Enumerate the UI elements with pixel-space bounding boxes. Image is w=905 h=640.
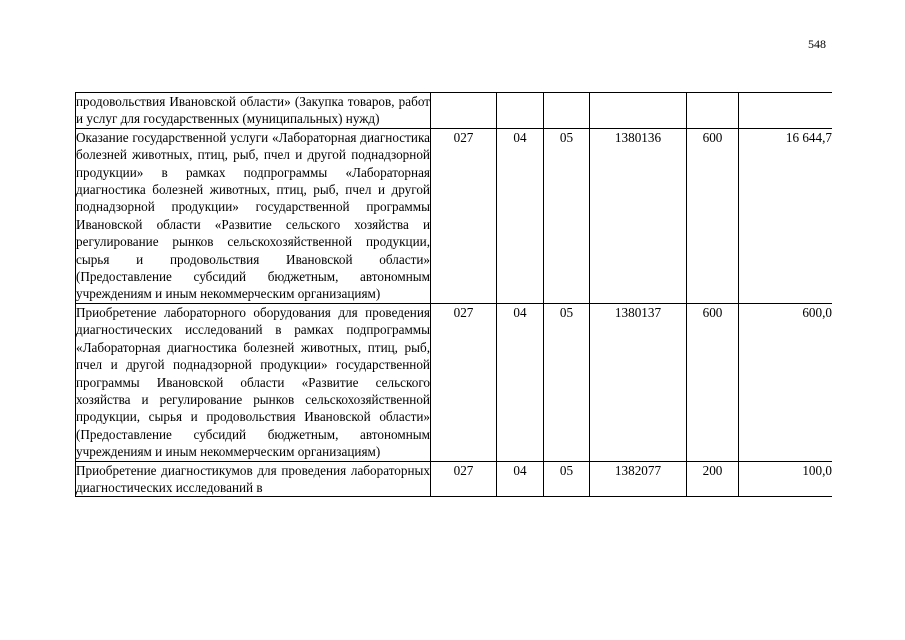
- row-target-article: 1380137: [590, 303, 687, 461]
- row-section-code: [497, 93, 544, 129]
- row-target-article: 1380136: [590, 128, 687, 303]
- row-subsection-code: [544, 93, 590, 129]
- table-row: [76, 461, 833, 497]
- row-expense-type: 600: [687, 303, 739, 461]
- page-number: 548: [808, 37, 826, 51]
- table-row: [76, 93, 833, 129]
- row-description: Приобретение лабораторного оборудования для проведения диагностических исследований в рамках подпрограммы «Лабораторная диагностика болезней животных, птиц, рыб, пчел и другой поднадзорной продукции» государственной программы Ивановской области «Развитие сельского хозяйства и регулирование рынков сельскохозяйственной продукции, сырья и продовольствия Ивановской области» (Предоставление субсидий бюджетным, автономным учреждениям и иным некоммерческим организациям): [76, 304, 430, 460]
- row-target-article: [590, 93, 687, 129]
- row-section-code: 04: [497, 303, 544, 461]
- row-subsection-code: 05: [544, 461, 590, 497]
- row-amount: 600,0: [739, 303, 833, 461]
- row-amount: 100,0: [739, 461, 833, 497]
- row-description: Приобретение диагностикумов для проведения лабораторных диагностических исследований в: [76, 462, 430, 495]
- budget-table-frame: [75, 92, 832, 581]
- row-subsection-code: 05: [544, 303, 590, 461]
- row-description: Оказание государственной услуги «Лабораторная диагностика болезней животных, птиц, рыб, пчел и другой поднадзорной продукции» в рамках подпрограммы «Лабораторная диагностика болезней животных, птиц, рыб, пчел и другой поднадзорной продукции» государственной программы Ивановской области «Развитие сельского хозяйства и регулирование рынков сельскохозяйственной продукции, сырья и продовольствия Ивановской области» (Предоставление субсидий бюджетным, автономным учреждениям и иным некоммерческим организациям): [76, 129, 430, 302]
- row-expense-type: 600: [687, 128, 739, 303]
- row-expense-type: [687, 93, 739, 129]
- row-subsection-code: 05: [544, 128, 590, 303]
- row-ministry-code: 027: [431, 461, 497, 497]
- row-description: продовольствия Ивановской области» (Закупка товаров, работ и услуг для государственных (муниципальных) нужд): [76, 94, 430, 127]
- table-row: [76, 303, 833, 461]
- row-section-code: 04: [497, 128, 544, 303]
- row-ministry-code: 027: [431, 303, 497, 461]
- row-section-code: 04: [497, 461, 544, 497]
- row-amount: 16 644,7: [739, 128, 833, 303]
- row-ministry-code: 027: [431, 128, 497, 303]
- row-expense-type: 200: [687, 461, 739, 497]
- row-amount: [739, 93, 833, 129]
- table-row: [76, 128, 833, 303]
- budget-table: [75, 92, 832, 497]
- row-target-article: 1382077: [590, 461, 687, 497]
- row-ministry-code: [431, 93, 497, 129]
